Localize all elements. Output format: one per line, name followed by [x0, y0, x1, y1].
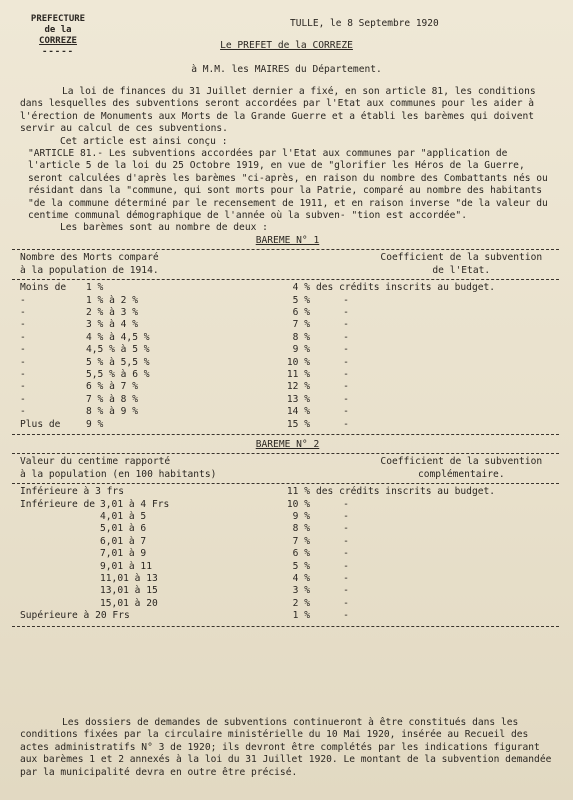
table-row [20, 381, 555, 393]
row-coefficient: 9 % [292, 344, 310, 356]
row-note: - [343, 511, 349, 522]
row-label: - [20, 356, 26, 368]
divider [12, 279, 559, 280]
row-note: - [343, 294, 349, 306]
table-row [20, 610, 555, 622]
table-row [20, 282, 555, 294]
prefecture-line2: de la [44, 25, 72, 35]
bareme1-col-right: Coefficient de la subvention de l'Etat. [380, 252, 543, 276]
row-range: 2 % à 3 % [86, 306, 138, 318]
bareme1-table [20, 252, 555, 277]
row-note: - [343, 319, 349, 331]
row-label [20, 585, 100, 597]
scales-intro: Les barèmes sont au nombre de deux : [60, 222, 268, 234]
row-coefficient: 10 % [286, 356, 310, 368]
table-row [20, 511, 555, 523]
table-row [20, 295, 555, 307]
row-range: 4 % à 4,5 % [86, 331, 150, 343]
table-row [20, 319, 555, 331]
bareme1-header [20, 252, 555, 277]
row-range: 13,01 à 15 [100, 585, 158, 597]
row-note: - [343, 535, 349, 547]
row-note: - [343, 393, 349, 405]
row-range: 3 % à 4 % [86, 319, 138, 331]
row-label: - [20, 406, 26, 418]
row-label: Supérieure à 20 Frs [20, 610, 130, 622]
row-label [20, 598, 100, 610]
table-row [20, 598, 555, 610]
intro-paragraph: La loi de finances du 31 Juillet dernier a fixé, en son article 81, les conditions dans lesquelles des subventions seront accordées par l'Etat aux communes pour les aider à l'érection de Monuments aux Morts de la Grande Guerre et a établi les barèmes qui doivent servir au calcul de ces subventions. [20, 86, 536, 135]
prefecture-line3: CORREZE [39, 36, 77, 46]
row-label: - [20, 306, 26, 318]
row-coefficient: 10 % [286, 498, 310, 510]
row-range: 6 % à 7 % [86, 381, 138, 393]
closing-paragraph [20, 717, 555, 779]
row-note: - [343, 597, 349, 609]
row-coefficient: 6 % [292, 306, 310, 318]
divider [12, 434, 559, 435]
row-label [20, 561, 100, 573]
divider [12, 453, 559, 454]
row-label: - [20, 331, 26, 343]
prefecture-line1: PREFECTURE [30, 14, 86, 24]
table-row [20, 344, 555, 356]
row-note: - [343, 356, 349, 368]
article-intro: Cet article est ainsi conçu : [60, 135, 228, 147]
bareme2-title: BAREME N° 2 [255, 438, 320, 450]
row-note: - [343, 331, 349, 343]
row-coefficient: 3 % [292, 585, 310, 597]
row-coefficient: 5 % [292, 294, 310, 306]
bareme1-rows [20, 282, 555, 431]
row-range: 1 % [86, 282, 104, 294]
table-row [20, 332, 555, 344]
row-coefficient: 6 % [292, 548, 310, 560]
row-note: - [343, 498, 349, 510]
table-row [20, 499, 555, 511]
row-note: - [343, 344, 349, 356]
row-label: - [20, 393, 26, 405]
from-line: Le PREFET de la CORREZE [220, 40, 353, 51]
row-label [20, 573, 100, 585]
row-label: - [20, 294, 26, 306]
row-range: 5,5 % à 6 % [86, 368, 150, 380]
row-label: Inférieure de [20, 498, 96, 510]
row-coefficient: 13 % [286, 393, 310, 405]
row-note: - [343, 523, 349, 535]
bareme1-title: BAREME N° 1 [255, 234, 320, 246]
row-note: - [343, 418, 349, 430]
row-coefficient: 11 % [286, 368, 310, 380]
table-row [20, 357, 555, 369]
divider [12, 249, 559, 250]
row-label: - [20, 319, 26, 331]
row-note: - [343, 406, 349, 418]
place-date: TULLE, le 8 Septembre 1920 [290, 18, 439, 29]
table-row [20, 573, 555, 585]
row-label [20, 511, 100, 523]
row-note: - [343, 610, 349, 622]
row-note: - [343, 381, 349, 393]
bareme2-col-left: Valeur du centime rapporté à la population (en 100 habitants) [20, 456, 217, 480]
table-row [20, 561, 555, 573]
table-row [20, 394, 555, 406]
row-label: - [20, 344, 26, 356]
bareme2-header [20, 456, 555, 481]
row-range: 1 % à 2 % [86, 294, 138, 306]
row-range: 5 % à 5,5 % [86, 356, 150, 368]
closing-text: Les dossiers de demandes de subventions continueront à être constitués dans les conditions fixées par la circulaire ministérielle du 10 Mai 1920, insérée au Recueil des actes administratifs N° 3 de 1920; ils devront être complétés par les indications figurant aux barèmes 1 et 2 annexés à la loi du 31 Juillet 1920. Le montant de la subvention demandée par la municipalité devra en outre être précisé. [20, 717, 552, 778]
table-row [20, 585, 555, 597]
table-row [20, 523, 555, 535]
row-label: Moins de [20, 282, 67, 294]
row-range: 9 % [86, 418, 104, 430]
row-note: - [343, 306, 349, 318]
table-row [20, 419, 555, 431]
row-range: 15,01 à 20 [100, 597, 158, 609]
row-label: Inférieure à 3 frs [20, 486, 124, 498]
row-note: - [343, 573, 349, 585]
prefecture-dash: ----- [41, 47, 75, 57]
divider [12, 483, 559, 484]
row-note: des crédits inscrits au budget. [316, 282, 496, 294]
row-coefficient: 4 % [292, 282, 310, 294]
row-coefficient: 11 % [286, 486, 310, 498]
row-range: 5,01 à 6 [100, 523, 147, 535]
row-coefficient: 1 % [292, 610, 310, 622]
row-range: 4,01 à 5 [100, 511, 147, 522]
row-label: - [20, 381, 26, 393]
row-coefficient: 8 % [292, 523, 310, 535]
row-range: 11,01 à 13 [100, 573, 158, 585]
row-coefficient: 2 % [292, 597, 310, 609]
row-label [20, 548, 100, 560]
row-note: - [343, 368, 349, 380]
bareme1-col-left: Nombre des Morts comparé à la population de 1914. [20, 252, 159, 276]
row-note: - [343, 548, 349, 560]
row-note: des crédits inscrits au budget. [316, 486, 496, 498]
row-coefficient: 7 % [292, 319, 310, 331]
row-range: 6,01 à 7 [100, 535, 147, 547]
bareme2-table [20, 456, 555, 481]
bareme2-col-right: Coefficient de la subvention complémentaire. [380, 456, 543, 480]
row-label: Plus de [20, 418, 61, 430]
row-coefficient: 8 % [292, 331, 310, 343]
row-range: 3,01 à 4 Frs [100, 498, 170, 510]
table-row [20, 307, 555, 319]
article-text: "ARTICLE 81.- Les subventions accordées par l'Etat aux communes par "application de l'article 5 de la loi du 25 Octobre 1919, en vue de "glorifier les Héros de la Guerre, seront calculées d'après les barèmes "ci-après, en raison du nombre des Combattants nés ou résidant dans la "commune, qui sont morts pour la Patrie, comparé au nombre des habitants "de la commune déterminé par le recensement de 1911, et en raison inverse "de la valeur du centime communal démographique de l'année où la subven- "tion est accordée". [28, 148, 548, 222]
table-row [20, 406, 555, 418]
row-label [20, 523, 100, 535]
row-label [20, 536, 100, 548]
letter-body [20, 86, 555, 627]
row-coefficient: 7 % [292, 535, 310, 547]
row-label: - [20, 368, 26, 380]
row-range: 9,01 à 11 [100, 560, 152, 572]
row-coefficient: 12 % [286, 381, 310, 393]
row-coefficient: 9 % [292, 511, 310, 522]
table-row [20, 369, 555, 381]
row-coefficient: 15 % [286, 418, 310, 430]
row-coefficient: 4 % [292, 573, 310, 585]
row-range: 4,5 % à 5 % [86, 344, 150, 356]
table-row [20, 536, 555, 548]
row-coefficient: 14 % [286, 406, 310, 418]
table-row [20, 486, 555, 498]
row-note: - [343, 560, 349, 572]
row-range: 7 % à 8 % [86, 393, 138, 405]
table-row [20, 548, 555, 560]
row-range: 8 % à 9 % [86, 406, 138, 418]
row-note: - [343, 585, 349, 597]
to-line: à M.M. les MAIRES du Département. [191, 64, 382, 75]
divider [12, 626, 559, 627]
row-range: 7,01 à 9 [100, 548, 147, 560]
row-coefficient: 5 % [292, 560, 310, 572]
bareme2-rows [20, 486, 555, 622]
